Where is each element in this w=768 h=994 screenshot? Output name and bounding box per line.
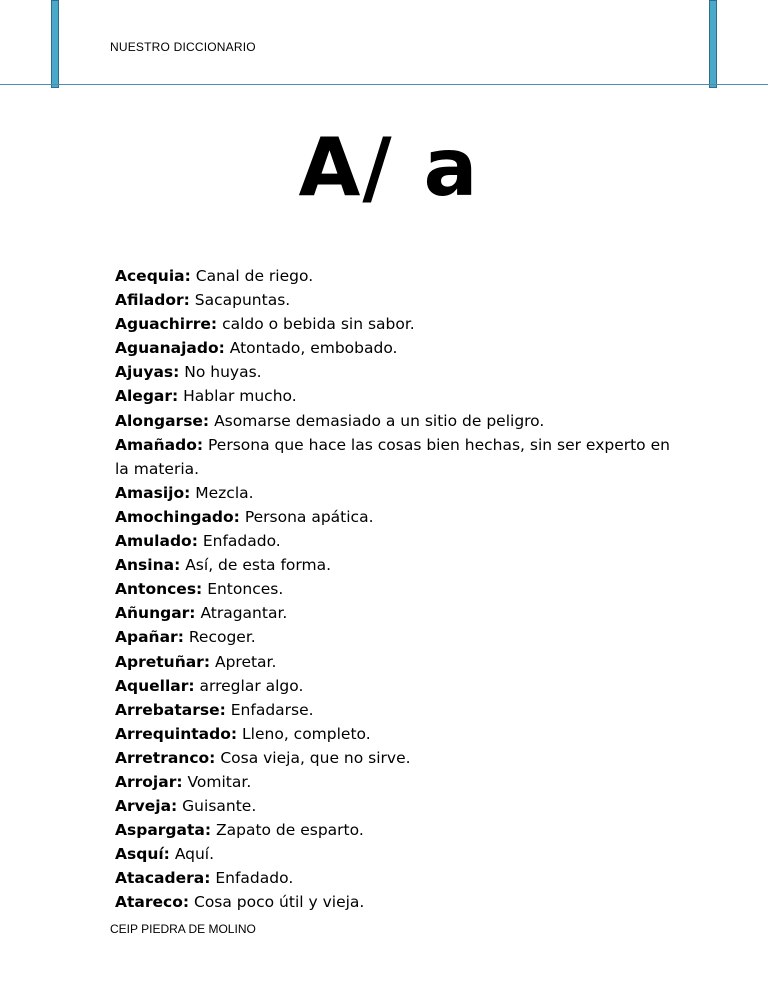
entry-term: Arrebatarse:	[115, 700, 226, 719]
entry-term: Arrequintado:	[115, 724, 238, 743]
dictionary-entry	[115, 288, 675, 312]
entry-definition: Enfadarse.	[230, 700, 314, 719]
entry-definition: Persona que hace las cosas bien hechas, sin ser experto en la materia.	[115, 435, 670, 478]
right-margin-marker	[709, 0, 717, 88]
dictionary-entry	[115, 818, 675, 842]
entry-definition: Canal de riego.	[195, 267, 314, 285]
entry-term: Aguanajado:	[115, 339, 225, 358]
entry-term: Arveja:	[115, 797, 178, 816]
entry-term: Amulado:	[115, 532, 198, 551]
entry-term: Atareco:	[115, 893, 190, 912]
entry-term: Amasijo:	[115, 483, 191, 502]
entry-definition: Recoger.	[188, 628, 256, 647]
entry-term: Arrojar:	[115, 772, 183, 791]
entry-term: Añungar:	[115, 604, 196, 623]
dictionary-entry	[115, 770, 675, 794]
entry-term: Atacadera:	[115, 869, 211, 888]
entry-definition: Asomarse demasiado a un sitio de peligro.	[214, 411, 545, 430]
dictionary-entry	[115, 746, 675, 770]
entry-definition: Atontado, embobado.	[229, 339, 398, 358]
entry-term: Amochingado:	[115, 507, 240, 526]
entry-definition: Hablar mucho.	[183, 387, 297, 406]
section-letter-heading: A/ a	[298, 121, 480, 214]
header-divider	[0, 84, 768, 85]
entry-term: Ansina:	[115, 556, 181, 575]
entry-term: Arretranco:	[115, 748, 216, 767]
entry-definition: Vomitar.	[187, 772, 252, 791]
dictionary-entry	[115, 794, 675, 818]
dictionary-entry	[115, 553, 675, 577]
entry-term: Aspargata:	[115, 821, 212, 840]
entry-term: Asquí:	[115, 845, 170, 864]
entry-definition: Atragantar.	[200, 604, 288, 623]
dictionary-entry	[115, 312, 675, 336]
entry-definition: Apretar.	[214, 652, 277, 671]
dictionary-entry	[115, 481, 675, 505]
dictionary-entry	[115, 529, 675, 553]
dictionary-entry	[115, 890, 675, 914]
dictionary-entry-list	[115, 264, 675, 915]
dictionary-entry	[115, 842, 675, 866]
entry-term: Alegar:	[115, 387, 179, 406]
entry-definition: Persona apática.	[244, 507, 374, 526]
entry-definition: Entonces.	[207, 580, 284, 599]
entry-definition: Guisante.	[182, 797, 257, 816]
entry-definition: Mezcla.	[195, 483, 254, 502]
dictionary-entry	[115, 577, 675, 601]
left-margin-marker	[51, 0, 59, 88]
entry-definition: Enfadado.	[215, 869, 294, 888]
entry-definition: Cosa vieja, que no sirve.	[220, 748, 411, 767]
entry-definition: Sacapuntas.	[194, 291, 291, 310]
entry-term: Afilador:	[115, 291, 190, 310]
entry-definition: Así, de esta forma.	[185, 556, 332, 575]
dictionary-entry	[115, 866, 675, 890]
dictionary-entry	[115, 264, 675, 288]
dictionary-entry	[115, 650, 675, 674]
dictionary-entry	[115, 505, 675, 529]
dictionary-entry	[115, 336, 675, 360]
dictionary-entry	[115, 360, 675, 384]
entry-term: Ajuyas:	[115, 363, 180, 382]
entry-term: Amañado:	[115, 435, 204, 454]
dictionary-entry	[115, 384, 675, 408]
entry-term: Acequia:	[115, 267, 191, 285]
dictionary-entry	[115, 674, 675, 698]
entry-term: Alongarse:	[115, 411, 210, 430]
dictionary-entry	[115, 409, 675, 433]
entry-definition: Cosa poco útil y vieja.	[194, 893, 365, 912]
dictionary-entry	[115, 433, 675, 481]
entry-definition: Aquí.	[174, 845, 215, 864]
entry-definition: caldo o bebida sin sabor.	[222, 315, 415, 334]
entry-definition: Enfadado.	[202, 532, 281, 551]
entry-term: Apañar:	[115, 628, 184, 647]
dictionary-entry	[115, 722, 675, 746]
dictionary-entry	[115, 625, 675, 649]
entry-term: Aguachirre:	[115, 315, 218, 334]
entry-definition: Lleno, completo.	[242, 724, 371, 743]
entry-definition: arreglar algo.	[199, 676, 304, 695]
page-header: NUESTRO DICCIONARIO	[110, 40, 256, 54]
dictionary-entry	[115, 601, 675, 625]
entry-term: Apretuñar:	[115, 652, 211, 671]
entry-term: Antonces:	[115, 580, 203, 599]
page-footer: CEIP PIEDRA DE MOLINO	[110, 922, 256, 936]
entry-definition: Zapato de esparto.	[215, 821, 364, 840]
entry-term: Aquellar:	[115, 676, 195, 695]
dictionary-entry	[115, 698, 675, 722]
entry-definition: No huyas.	[184, 363, 262, 382]
